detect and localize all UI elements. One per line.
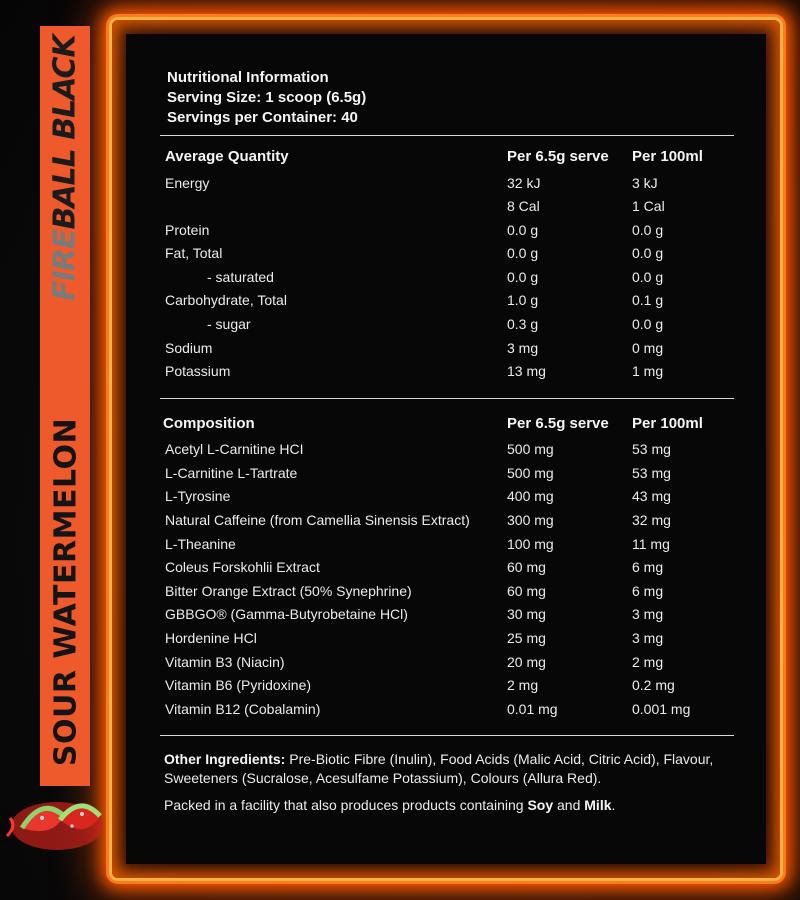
per-100ml-value: 3 kJ xyxy=(632,175,658,191)
flavour-name: SOUR WATERMELON xyxy=(48,417,84,767)
ingredient-name: Coleus Forskohlii Extract xyxy=(165,559,320,575)
allergen-joiner: and xyxy=(553,797,585,813)
per-serve-value: 100 mg xyxy=(507,536,554,552)
allergen-statement xyxy=(164,796,734,815)
per-serve-value: 60 mg xyxy=(507,583,546,599)
table-row xyxy=(165,222,735,244)
per-100ml-value: 0.0 g xyxy=(632,245,664,261)
other-ingredients xyxy=(164,750,734,788)
nutrition-header-row xyxy=(165,148,735,170)
allergen-prefix: Packed in a facility that also produces products containing xyxy=(164,797,528,813)
allergen-soy: Soy xyxy=(527,797,554,813)
column-header: Per 100ml xyxy=(632,148,703,165)
table-row xyxy=(165,630,735,652)
ingredient-name: L-Theanine xyxy=(165,536,236,552)
panel-title: Nutritional Information xyxy=(167,69,329,86)
table-row xyxy=(165,654,735,676)
composition-header-row xyxy=(165,415,735,437)
divider xyxy=(160,398,734,399)
ingredient-name: Natural Caffeine (from Camellia Sinensis Extract) xyxy=(165,512,470,528)
nutrient-name: Fat, Total xyxy=(165,245,223,261)
per-serve-value: 0.0 g xyxy=(507,222,539,238)
allergen-milk: Milk xyxy=(584,797,612,813)
per-100ml-value: 11 mg xyxy=(632,536,670,552)
per-serve-value: 500 mg xyxy=(507,441,554,457)
table-row xyxy=(165,198,735,220)
per-100ml-value: 0 mg xyxy=(632,340,664,356)
per-100ml-value: 1 mg xyxy=(632,363,664,379)
per-100ml-value: 53 mg xyxy=(632,465,671,481)
per-100ml-value: 0.001 mg xyxy=(632,701,691,717)
column-header: Per 100ml xyxy=(632,415,703,432)
ingredient-name: Vitamin B3 (Niacin) xyxy=(165,654,285,670)
table-row xyxy=(165,488,735,510)
per-serve-value: 3 mg xyxy=(507,340,539,356)
per-100ml-value: 53 mg xyxy=(632,441,671,457)
table-row xyxy=(165,536,735,558)
serving-size: Serving Size: 1 scoop (6.5g) xyxy=(167,89,367,106)
table-row xyxy=(165,316,735,338)
ingredient-name: Hordenine HCl xyxy=(165,630,257,646)
table-row xyxy=(165,606,735,628)
nutrient-name: Potassium xyxy=(165,363,231,379)
brand-logo xyxy=(48,35,83,301)
per-100ml-value: 3 mg xyxy=(632,606,664,622)
ingredient-name: GBBGO® (Gamma-Butyrobetaine HCl) xyxy=(165,606,408,622)
other-ingredients-text: Pre-Biotic Fibre (Inulin), Food Acids (Malic Acid, Citric Acid), Flavour, Sweeteners (Sucralose, Acesulfame Potassium), Colours (Allura Red). xyxy=(164,751,714,786)
per-serve-value: 0.0 g xyxy=(507,245,539,261)
nutrient-name: Protein xyxy=(165,222,210,238)
per-serve-value: 32 kJ xyxy=(507,175,541,191)
per-100ml-value: 2 mg xyxy=(632,654,664,670)
table-row xyxy=(165,340,735,362)
table-row xyxy=(165,512,735,534)
nutrient-name: Energy xyxy=(165,175,210,191)
ingredient-name: Bitter Orange Extract (50% Synephrine) xyxy=(165,583,412,599)
per-serve-value: 2 mg xyxy=(507,677,539,693)
column-header: Composition xyxy=(163,415,255,432)
brand-logo-part2: BALL BLACK xyxy=(47,35,83,230)
per-100ml-value: 0.0 g xyxy=(632,269,664,285)
table-row xyxy=(165,559,735,581)
per-serve-value: 30 mg xyxy=(507,606,546,622)
table-row xyxy=(165,441,735,463)
per-100ml-value: 6 mg xyxy=(632,559,664,575)
divider xyxy=(160,135,734,136)
per-serve-value: 0.0 g xyxy=(507,269,539,285)
per-serve-value: 8 Cal xyxy=(507,198,540,214)
ingredient-name: L-Carnitine L-Tartrate xyxy=(165,465,298,481)
column-header: Per 6.5g serve xyxy=(507,415,609,432)
per-100ml-value: 0.1 g xyxy=(632,292,664,308)
brand-logo-part1: FIRE xyxy=(47,229,83,301)
allergen-suffix: . xyxy=(611,797,616,813)
table-row xyxy=(165,677,735,699)
ingredient-name: Vitamin B12 (Cobalamin) xyxy=(165,701,321,717)
per-100ml-value: 1 Cal xyxy=(632,198,665,214)
ingredient-name: Acetyl L-Carnitine HCI xyxy=(165,441,304,457)
per-100ml-value: 32 mg xyxy=(632,512,671,528)
ingredient-name: L-Tyrosine xyxy=(165,488,231,504)
per-serve-value: 1.0 g xyxy=(507,292,539,308)
per-serve-value: 25 mg xyxy=(507,630,546,646)
per-serve-value: 0.3 g xyxy=(507,316,539,332)
nutrient-name: Sodium xyxy=(165,340,213,356)
per-100ml-value: 3 mg xyxy=(632,630,664,646)
table-row xyxy=(165,465,735,487)
table-row xyxy=(165,175,735,197)
nutrient-name: - saturated xyxy=(207,269,274,285)
per-serve-value: 400 mg xyxy=(507,488,554,504)
ingredient-name: Vitamin B6 (Pyridoxine) xyxy=(165,677,312,693)
table-row xyxy=(165,701,735,723)
per-serve-value: 13 mg xyxy=(507,363,546,379)
watermelon-candy-icon xyxy=(2,776,112,856)
per-serve-value: 60 mg xyxy=(507,559,546,575)
per-serve-value: 500 mg xyxy=(507,465,554,481)
nutrient-name: - sugar xyxy=(207,316,251,332)
table-row xyxy=(165,583,735,605)
table-row xyxy=(165,292,735,314)
per-100ml-value: 6 mg xyxy=(632,583,664,599)
divider xyxy=(160,735,734,736)
per-100ml-value: 0.0 g xyxy=(632,316,664,332)
table-row xyxy=(165,245,735,267)
column-header: Average Quantity xyxy=(165,148,289,165)
per-serve-value: 0.01 mg xyxy=(507,701,558,717)
nutrient-name: Carbohydrate, Total xyxy=(165,292,287,308)
per-100ml-value: 0.0 g xyxy=(632,222,664,238)
per-100ml-value: 43 mg xyxy=(632,488,671,504)
per-serve-value: 300 mg xyxy=(507,512,554,528)
servings-per-container: Servings per Container: 40 xyxy=(167,109,358,126)
column-header: Per 6.5g serve xyxy=(507,148,609,165)
per-100ml-value: 0.2 mg xyxy=(632,677,675,693)
per-serve-value: 20 mg xyxy=(507,654,546,670)
table-row xyxy=(165,269,735,291)
other-ingredients-label: Other Ingredients: xyxy=(164,751,286,767)
table-row xyxy=(165,363,735,385)
